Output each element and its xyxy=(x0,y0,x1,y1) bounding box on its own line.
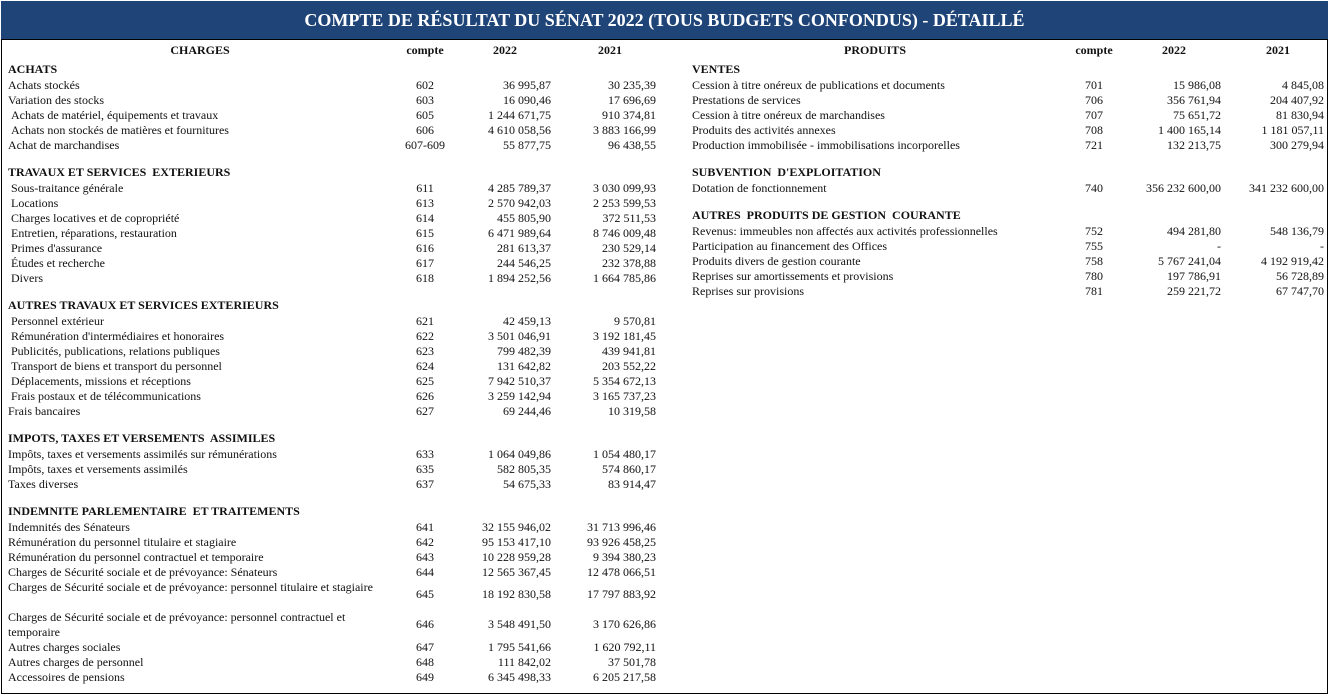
row-label: Charges de Sécurité sociale et de prévoyance: personnel titulaire et stagiaire xyxy=(8,580,373,594)
row-value-2021: 341 232 600,00 xyxy=(1249,181,1324,195)
row-value-2022: 111 842,02 xyxy=(497,655,551,669)
section-title: TRAVAUX ET SERVICES EXTERIEURS xyxy=(8,165,231,179)
row-label: Prestations de services xyxy=(692,93,801,107)
row-value-2021: 56 728,89 xyxy=(1276,269,1324,283)
row-value-2021: 3 165 737,23 xyxy=(593,389,656,403)
table-row xyxy=(665,108,1331,123)
row-value-2022: 1 795 541,66 xyxy=(488,640,551,654)
table-row xyxy=(665,284,1331,299)
row-compte: 617 xyxy=(416,256,434,270)
row-value-2021: 17 797 883,92 xyxy=(587,587,656,601)
row-compte: 623 xyxy=(416,344,434,358)
row-value-2021: 96 438,55 xyxy=(608,138,656,152)
row-compte: 637 xyxy=(416,477,434,491)
section-header xyxy=(665,163,1331,181)
row-label: Personnel extérieur xyxy=(8,314,104,328)
spacer-row xyxy=(0,492,665,502)
row-compte: 606 xyxy=(416,123,434,137)
row-compte: 721 xyxy=(1085,138,1103,152)
row-value-2021: 4 845,08 xyxy=(1282,78,1324,92)
row-label: Entretien, réparations, restauration xyxy=(8,226,177,240)
row-compte: 622 xyxy=(416,329,434,343)
table-row xyxy=(0,655,665,670)
section-header xyxy=(0,502,665,520)
row-label: Taxes diverses xyxy=(8,477,79,491)
row-value-2021: 910 374,81 xyxy=(602,108,656,122)
table-row xyxy=(0,181,665,196)
row-compte: 635 xyxy=(416,462,434,476)
row-value-2021: 3 192 181,45 xyxy=(593,329,656,343)
row-value-2021: 6 205 217,58 xyxy=(593,670,656,684)
row-value-2022: 455 805,90 xyxy=(497,211,551,225)
row-label: Accessoires de pensions xyxy=(8,670,125,684)
table-row xyxy=(0,477,665,492)
row-value-2021: 17 696,69 xyxy=(608,93,656,107)
table-row xyxy=(665,181,1331,196)
row-value-2021: 3 883 166,99 xyxy=(593,123,656,137)
column-header-row xyxy=(0,41,665,60)
row-value-2021: 3 170 626,86 xyxy=(593,617,656,631)
row-value-2021: 81 830,94 xyxy=(1276,108,1324,122)
table-row xyxy=(665,138,1331,153)
table-row xyxy=(0,211,665,226)
row-compte: 618 xyxy=(416,271,434,285)
section-title: AUTRES PRODUITS DE GESTION COURANTE xyxy=(692,208,961,222)
table-row xyxy=(0,93,665,108)
section-header xyxy=(0,163,665,181)
row-label: Charges de Sécurité sociale et de prévoyance: personnel contractuel et temporaire xyxy=(8,610,349,639)
row-value-2022: 582 805,35 xyxy=(497,462,551,476)
spacer-row xyxy=(0,419,665,429)
row-label: Rémunération du personnel titulaire et stagiaire xyxy=(8,535,237,549)
row-compte: 624 xyxy=(416,359,434,373)
row-compte: 645 xyxy=(416,587,434,601)
row-value-2022: 6 471 989,64 xyxy=(488,226,551,240)
row-value-2022: 356 761,94 xyxy=(1167,93,1221,107)
section-title: ACHATS xyxy=(8,62,58,76)
table-row xyxy=(0,550,665,565)
row-compte: 616 xyxy=(416,241,434,255)
charges-table xyxy=(0,41,665,685)
row-value-2021: 232 378,88 xyxy=(602,256,656,270)
row-label: Autres charges de personnel xyxy=(8,655,144,669)
row-compte: 613 xyxy=(416,196,434,210)
table-row xyxy=(0,535,665,550)
table-row xyxy=(0,374,665,389)
table-row xyxy=(665,123,1331,138)
row-value-2021: 3 030 099,93 xyxy=(593,181,656,195)
spacer-row xyxy=(665,196,1331,206)
row-value-2021: 1 620 792,11 xyxy=(593,640,656,654)
row-value-2022: 7 942 510,37 xyxy=(488,374,551,388)
row-value-2021: 9 394 380,23 xyxy=(593,550,656,564)
row-label: Rémunération d'intermédiaires et honoraires xyxy=(8,329,225,343)
row-label: Produits divers de gestion courante xyxy=(692,254,861,268)
row-compte: 755 xyxy=(1085,239,1103,253)
table-row xyxy=(665,239,1331,254)
row-compte: 633 xyxy=(416,447,434,461)
row-value-2022: 75 651,72 xyxy=(1173,108,1221,122)
row-label: Achats non stockés de matières et fournitures xyxy=(8,123,229,137)
row-value-2021: 9 570,81 xyxy=(614,314,656,328)
row-value-2021: 2 253 599,53 xyxy=(593,196,656,210)
row-value-2021: 203 552,22 xyxy=(602,359,656,373)
row-value-2022: 3 548 491,50 xyxy=(488,617,551,631)
row-value-2021: 5 354 672,13 xyxy=(593,374,656,388)
row-value-2022: 54 675,33 xyxy=(503,477,551,491)
row-value-2022: 1 064 049,86 xyxy=(488,447,551,461)
column-header-2021: 2021 xyxy=(1266,43,1290,57)
row-label: Divers xyxy=(8,271,43,285)
row-value-2022: 494 281,80 xyxy=(1167,224,1221,238)
row-value-2021: 8 746 009,48 xyxy=(593,226,656,240)
row-value-2022: 6 345 498,33 xyxy=(488,670,551,684)
row-compte: 641 xyxy=(416,520,434,534)
row-value-2021: - xyxy=(1320,239,1324,253)
column-header-2022: 2022 xyxy=(493,43,517,57)
table-row xyxy=(0,314,665,329)
row-value-2022: 1 244 671,75 xyxy=(488,108,551,122)
column-header-label: CHARGES xyxy=(170,43,230,57)
row-value-2021: 4 192 919,42 xyxy=(1261,254,1324,268)
row-value-2022: 16 090,46 xyxy=(503,93,551,107)
table-row xyxy=(0,78,665,93)
row-label: Publicités, publications, relations publiques xyxy=(8,344,220,358)
row-compte: 780 xyxy=(1085,269,1103,283)
table-row xyxy=(0,404,665,419)
table-row xyxy=(0,271,665,286)
table-row xyxy=(665,93,1331,108)
row-compte: 607-609 xyxy=(405,138,445,152)
column-header-2022: 2022 xyxy=(1162,43,1186,57)
table-row xyxy=(0,565,665,580)
row-label: Frais postaux et de télécommunications xyxy=(8,389,201,403)
row-label: Indemnités des Sénateurs xyxy=(8,520,130,534)
table-row xyxy=(0,196,665,211)
row-label: Produits des activités annexes xyxy=(692,123,836,137)
row-label: Impôts, taxes et versements assimilés sur rémunérations xyxy=(8,447,277,461)
table-row xyxy=(665,78,1331,93)
row-value-2021: 230 529,14 xyxy=(602,241,656,255)
row-label: Achats stockés xyxy=(8,78,80,92)
row-label: Charges locatives et de copropriété xyxy=(8,211,180,225)
row-label: Production immobilisée - immobilisations incorporelles xyxy=(692,138,960,152)
row-compte: 644 xyxy=(416,565,434,579)
row-value-2022: 1 894 252,56 xyxy=(488,271,551,285)
row-value-2022: 2 570 942,03 xyxy=(488,196,551,210)
row-compte: 602 xyxy=(416,78,434,92)
row-value-2021: 1 181 057,11 xyxy=(1261,123,1324,137)
row-value-2022: 4 285 789,37 xyxy=(488,181,551,195)
row-value-2022: 356 232 600,00 xyxy=(1146,181,1221,195)
row-value-2021: 37 501,78 xyxy=(608,655,656,669)
row-label: Revenus: immeubles non affectés aux activités professionnelles xyxy=(692,224,998,238)
column-header-label: PRODUITS xyxy=(843,43,906,57)
row-compte: 605 xyxy=(416,108,434,122)
row-value-2022: 1 400 165,14 xyxy=(1158,123,1221,137)
row-label: Participation au financement des Offices xyxy=(692,239,888,253)
row-value-2021: 548 136,79 xyxy=(1270,224,1324,238)
row-label: Variation des stocks xyxy=(8,93,104,107)
row-value-2022: 32 155 946,02 xyxy=(482,520,551,534)
produits-table xyxy=(665,41,1331,299)
table-row xyxy=(0,344,665,359)
row-label: Reprises sur amortissements et provisions xyxy=(692,269,894,283)
table-row xyxy=(0,670,665,685)
table-row xyxy=(0,359,665,374)
row-value-2021: 300 279,94 xyxy=(1270,138,1324,152)
page-title: COMPTE DE RÉSULTAT DU SÉNAT 2022 (TOUS BUDGETS CONFONDUS) - DÉTAILLÉ xyxy=(1,1,1328,40)
row-label: Dotation de fonctionnement xyxy=(692,181,827,195)
row-compte: 614 xyxy=(416,211,434,225)
row-value-2022: 95 153 417,10 xyxy=(482,535,551,549)
row-value-2022: 3 259 142,94 xyxy=(488,389,551,403)
row-compte: 706 xyxy=(1085,93,1103,107)
row-compte: 642 xyxy=(416,535,434,549)
row-label: Primes d'assurance xyxy=(8,241,103,255)
table-row xyxy=(0,108,665,123)
row-value-2021: 439 941,81 xyxy=(602,344,656,358)
row-compte: 643 xyxy=(416,550,434,564)
row-compte: 708 xyxy=(1085,123,1103,137)
section-title: AUTRES TRAVAUX ET SERVICES EXTERIEURS xyxy=(8,298,279,312)
row-compte: 646 xyxy=(416,617,434,631)
row-value-2022: 281 613,37 xyxy=(497,241,551,255)
table-row xyxy=(0,389,665,404)
row-compte: 621 xyxy=(416,314,434,328)
row-compte: 740 xyxy=(1085,181,1103,195)
section-header xyxy=(665,206,1331,224)
column-header-compte: compte xyxy=(1075,43,1113,57)
table-row xyxy=(0,241,665,256)
row-compte: 648 xyxy=(416,655,434,669)
row-value-2022: 244 546,25 xyxy=(497,256,551,270)
row-value-2021: 67 747,70 xyxy=(1276,284,1324,298)
row-value-2022: 132 213,75 xyxy=(1167,138,1221,152)
row-compte: 649 xyxy=(416,670,434,684)
section-title: VENTES xyxy=(692,62,741,76)
row-label: Études et recherche xyxy=(8,256,105,270)
row-compte: 626 xyxy=(416,389,434,403)
row-value-2022: 15 986,08 xyxy=(1173,78,1221,92)
section-header xyxy=(0,296,665,314)
row-compte: 781 xyxy=(1085,284,1103,298)
row-compte: 615 xyxy=(416,226,434,240)
table-row xyxy=(0,226,665,241)
column-header-compte: compte xyxy=(406,43,444,57)
row-value-2021: 31 713 996,46 xyxy=(587,520,656,534)
table-row xyxy=(0,123,665,138)
row-label: Déplacements, missions et réceptions xyxy=(8,374,191,388)
section-header xyxy=(0,429,665,447)
row-value-2022: 259 221,72 xyxy=(1167,284,1221,298)
row-label: Charges de Sécurité sociale et de prévoyance: Sénateurs xyxy=(8,565,278,579)
spacer-row xyxy=(0,286,665,296)
row-value-2022: 18 192 830,58 xyxy=(482,587,551,601)
row-value-2022: 4 610 058,56 xyxy=(488,123,551,137)
section-title: IMPOTS, TAXES ET VERSEMENTS ASSIMILES xyxy=(8,431,276,445)
row-label: Impôts, taxes et versements assimilés xyxy=(8,462,188,476)
row-label: Locations xyxy=(8,196,59,210)
row-label: Cession à titre onéreux de marchandises xyxy=(692,108,885,122)
row-value-2022: 12 565 367,45 xyxy=(482,565,551,579)
row-label: Achat de marchandises xyxy=(8,138,120,152)
row-compte: 707 xyxy=(1085,108,1103,122)
spacer-row xyxy=(665,153,1331,163)
row-value-2021: 1 664 785,86 xyxy=(593,271,656,285)
row-value-2022: 55 877,75 xyxy=(503,138,551,152)
row-label: Cession à titre onéreux de publications et documents xyxy=(692,78,945,92)
section-title: INDEMNITE PARLEMENTAIRE ET TRAITEMENTS xyxy=(8,504,300,518)
row-compte: 627 xyxy=(416,404,434,418)
row-label: Rémunération du personnel contractuel et temporaire xyxy=(8,550,264,564)
row-compte: 752 xyxy=(1085,224,1103,238)
row-value-2022: 10 228 959,28 xyxy=(482,550,551,564)
table-row xyxy=(0,580,665,610)
row-value-2022: 69 244,46 xyxy=(503,404,551,418)
table-row xyxy=(665,254,1331,269)
table-row xyxy=(0,610,665,640)
row-label: Autres charges sociales xyxy=(8,640,121,654)
row-compte: 603 xyxy=(416,93,434,107)
row-value-2022: 36 995,87 xyxy=(503,78,551,92)
row-value-2022: 3 501 046,91 xyxy=(488,329,551,343)
row-value-2022: - xyxy=(1217,239,1221,253)
spacer-row xyxy=(0,153,665,163)
table-row xyxy=(0,462,665,477)
row-compte: 701 xyxy=(1085,78,1103,92)
row-value-2022: 131 642,82 xyxy=(497,359,551,373)
row-label: Transport de biens et transport du personnel xyxy=(8,359,222,373)
row-compte: 625 xyxy=(416,374,434,388)
row-compte: 758 xyxy=(1085,254,1103,268)
row-label: Sous-traitance générale xyxy=(8,181,124,195)
section-title: SUBVENTION D'EXPLOITATION xyxy=(692,165,881,179)
row-value-2022: 799 482,39 xyxy=(497,344,551,358)
table-row xyxy=(665,224,1331,239)
row-value-2021: 372 511,53 xyxy=(602,211,656,225)
column-header-row xyxy=(665,41,1331,60)
row-label: Achats de matériel, équipements et travaux xyxy=(8,108,219,122)
row-compte: 647 xyxy=(416,640,434,654)
row-value-2021: 93 926 458,25 xyxy=(587,535,656,549)
row-value-2021: 1 054 480,17 xyxy=(593,447,656,461)
table-row xyxy=(0,520,665,535)
row-value-2021: 10 319,58 xyxy=(608,404,656,418)
row-value-2022: 197 786,91 xyxy=(1167,269,1221,283)
table-row xyxy=(0,256,665,271)
row-compte: 611 xyxy=(416,181,434,195)
table-row xyxy=(0,138,665,153)
table-row xyxy=(0,329,665,344)
section-header xyxy=(665,60,1331,78)
row-value-2021: 12 478 066,51 xyxy=(587,565,656,579)
column-header-2021: 2021 xyxy=(598,43,622,57)
row-value-2022: 42 459,13 xyxy=(503,314,551,328)
row-value-2022: 5 767 241,04 xyxy=(1158,254,1221,268)
row-value-2021: 574 860,17 xyxy=(602,462,656,476)
row-value-2021: 204 407,92 xyxy=(1270,93,1324,107)
row-value-2021: 83 914,47 xyxy=(608,477,656,491)
row-label: Frais bancaires xyxy=(8,404,81,418)
table-row xyxy=(0,640,665,655)
row-value-2021: 30 235,39 xyxy=(608,78,656,92)
table-row xyxy=(665,269,1331,284)
section-header xyxy=(0,60,665,78)
table-row xyxy=(0,447,665,462)
row-label: Reprises sur provisions xyxy=(692,284,804,298)
